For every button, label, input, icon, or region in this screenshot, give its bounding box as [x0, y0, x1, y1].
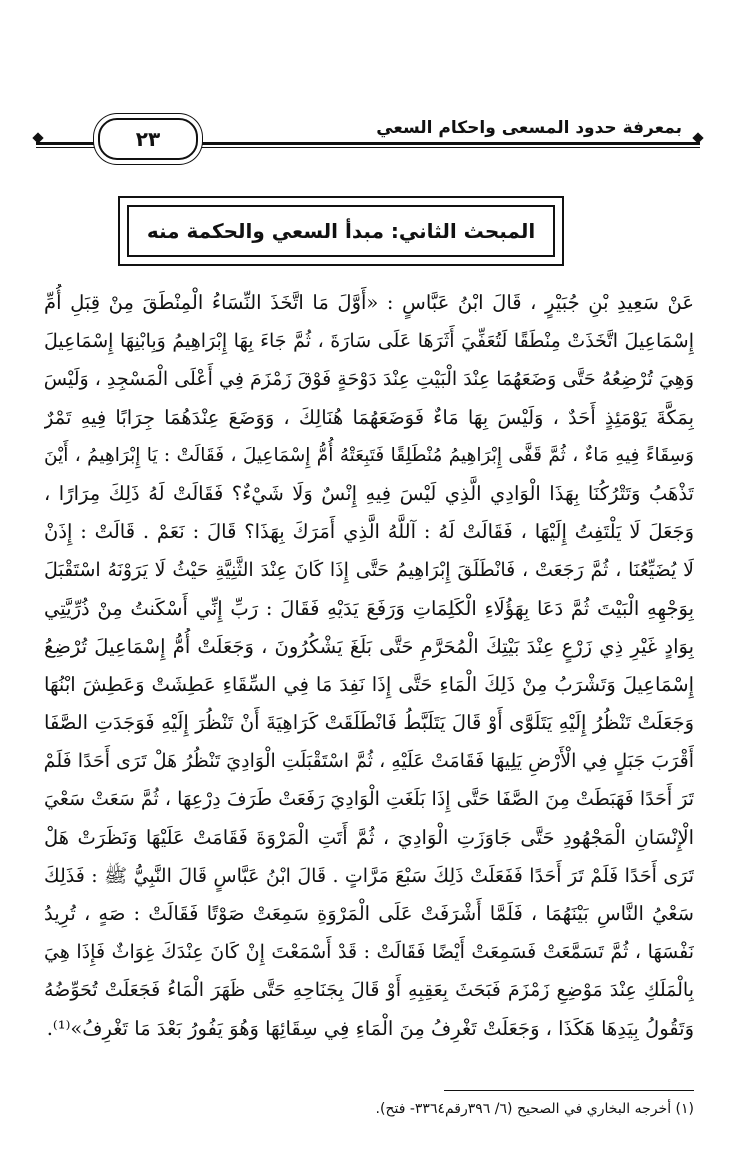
text-line: لَا يُضَيِّعُنَا ، ثُمَّ رَجَعَتْ ، فَانْطَلَقَ إِبْرَاهِيمُ حَتَّى إِذَا كَانَ عِنْدَ الثَّنِيَّةِ حَيْثُ لَا يَرَوْنَهُ اسْتَقْبَلَ [44, 559, 694, 582]
text-line: وَجَعَلَتْ تَنْظُرُ إِلَيْهِ يَتَلَوَّى أَوْ قَالَ يَتَلَبَّطُ فَانْطَلَقَتْ كَرَاهِيَةَ أَنْ تَنْظُرَ إِلَيْهِ فَوَجَدَتِ الصَّفَا [44, 711, 694, 735]
text-line: بِالْمَلَكِ عِنْدَ مَوْضِعِ زَمْزَمَ فَبَحَثَ بِعَقِبِهِ أَوْ قَالَ بِجَنَاحِهِ حَتَّى ظَهَرَ الْمَاءُ فَجَعَلَتْ تُحَوِّضُهُ [44, 979, 694, 1002]
text-line: وَجَعَلَ لَا يَلْتَفِتُ إِلَيْهَا ، فَقَالَتْ لَهُ : آللَّهُ الَّذِي أَمَرَكَ بِهَذَا؟ قَالَ : نَعَمْ . قَالَتْ : إِذَنْ [44, 520, 694, 544]
text-line: إِسْمَاعِيلَ وَتَشْرَبُ مِنْ ذَلِكَ الْمَاءِ حَتَّى إِذَا نَفِدَ مَا فِي السِّقَاءِ عَطِشَتْ وَعَطِشَ ابْنُهَا [44, 672, 694, 696]
section-heading-inner-frame [127, 205, 555, 257]
text-line: عَنْ سَعِيدِ بْنِ جُبَيْرٍ ، قَالَ ابْنُ عَبَّاسٍ : «أَوَّلَ مَا اتَّخَذَ النِّسَاءُ الْمِنْطَقَ مِنْ قِبَلِ أُمِّ [44, 291, 694, 314]
body-text [44, 284, 694, 1048]
running-header [36, 112, 700, 158]
text-line: وَهِيَ تُرْضِعُهُ حَتَّى وَضَعَهُمَا عِنْدَ الْبَيْتِ عِنْدَ دَوْحَةٍ فَوْقَ زَمْزَمَ فِي أَعْلَى الْمَسْجِدِ ، وَلَيْسَ [44, 368, 694, 391]
text-line: نَفْسَهَا ، ثُمَّ تَسَمَّعَتْ فَسَمِعَتْ أَيْضًا فَقَالَتْ : قَدْ أَسْمَعْتَ إِنْ كَانَ عِنْدَكَ غِوَاثٌ فَإِذَا هِيَ [44, 941, 694, 964]
text-line: وَسِقَاءً فِيهِ مَاءٌ ، ثُمَّ قَفَّى إِبْرَاهِيمُ مُنْطَلِقًا فَتَبِعَتْهُ أُمُّ إِسْمَاعِيلَ ، فَقَالَتْ : يَا إِبْرَاهِيمُ ، أَيْنَ [44, 444, 694, 466]
footnote-rule [444, 1090, 694, 1091]
header-title: بمعرفة حدود المسعى واحكام السعي [366, 114, 692, 142]
text-line: أَقْرَبَ جَبَلٍ فِي الْأَرْضِ يَلِيهَا فَقَامَتْ عَلَيْهِ ، ثُمَّ اسْتَقْبَلَتِ الْوَادِيَ تَنْظُرُ هَلْ تَرَى أَحَدًا فَلَمْ [44, 750, 694, 773]
text-line: سَعْيُ النَّاسِ بَيْنَهُمَا ، فَلَمَّا أَشْرَفَتْ عَلَى الْمَرْوَةِ سَمِعَتْ صَوْتًا فَقَالَتْ : صَهٍ ، تُرِيدُ [44, 902, 694, 925]
text-line: بِوَجْهِهِ الْبَيْتَ ثُمَّ دَعَا بِهَؤُلَاءِ الْكَلِمَاتِ وَرَفَعَ يَدَيْهِ فَقَالَ : رَبِّ إِنِّي أَسْكَنتُ مِنْ ذُرِّيَّتِي [44, 596, 694, 620]
footnote: (١) أخرجه البخاري في الصحيح (٦/ ٣٩٦رقم٣٣٦٤- فتح). [375, 1101, 694, 1117]
text-line: الْإِنْسَانِ الْمَجْهُودِ حَتَّى جَاوَزَتِ الْوَادِيَ ، ثُمَّ أَتَتِ الْمَرْوَةَ فَقَامَتْ عَلَيْهَا وَنَظَرَتْ هَلْ [44, 825, 694, 849]
page-number: ٢٣ [98, 118, 198, 160]
text-line: بِوَادٍ غَيْرِ ذِي زَرْعٍ عِنْدَ بَيْتِكَ الْمُحَرَّمِ حَتَّى بَلَغَ يَشْكُرُونَ ، وَجَعَلَتْ أُمُّ إِسْمَاعِيلَ تُرْضِعُ [44, 634, 694, 658]
text-line-last: وَتَقُولُ بِيَدِهَا هَكَذَا ، وَجَعَلَتْ تَغْرِفُ مِنَ الْمَاءِ فِي سِقَائِهَا وَهُوَ يَفُورُ بَعْدَ مَا تَغْرِفُ»⁽¹⁾. [46, 1016, 694, 1040]
text-line: تَرَى أَحَدًا فَلَمْ تَرَ أَحَدًا فَفَعَلَتْ ذَلِكَ سَبْعَ مَرَّاتٍ . قَالَ ابْنُ عَبَّاسٍ قَالَ النَّبِيُّ ﷺ : فَذَلِكَ [44, 864, 694, 887]
text-line: تَذْهَبُ وَتَتْرُكُنَا بِهَذَا الْوَادِي الَّذِي لَيْسَ فِيهِ إِنْسٌ وَلَا شَيْءٌ؟ فَقَالَتْ لَهُ ذَلِكَ مِرَارًا ، [44, 481, 694, 505]
section-heading-frame [118, 196, 564, 266]
section-title: المبحث الثاني: مبدأ السعي والحكمة منه [146, 219, 536, 243]
text-line: تَرَ أَحَدًا فَهَبَطَتْ مِنَ الصَّفَا حَتَّى إِذَا بَلَغَتِ الْوَادِيَ رَفَعَتْ طَرَفَ دِرْعِهَا ، ثُمَّ سَعَتْ سَعْيَ [44, 788, 694, 811]
text-line: بِمَكَّةَ يَوْمَئِذٍ أَحَدٌ ، وَلَيْسَ بِهَا مَاءٌ فَوَضَعَهُمَا هُنَالِكَ ، وَوَضَعَ عِنْدَهُمَا جِرَابًا فِيهِ تَمْرٌ [44, 405, 694, 429]
text-line: إِسْمَاعِيلَ اتَّخَذَتْ مِنْطَقًا لَتُعَفِّيَ أَثَرَهَا عَلَى سَارَةَ ، ثُمَّ جَاءَ بِهَا إِبْرَاهِيمُ وَبِابْنِهَا إِسْمَاعِيلَ [44, 330, 694, 353]
